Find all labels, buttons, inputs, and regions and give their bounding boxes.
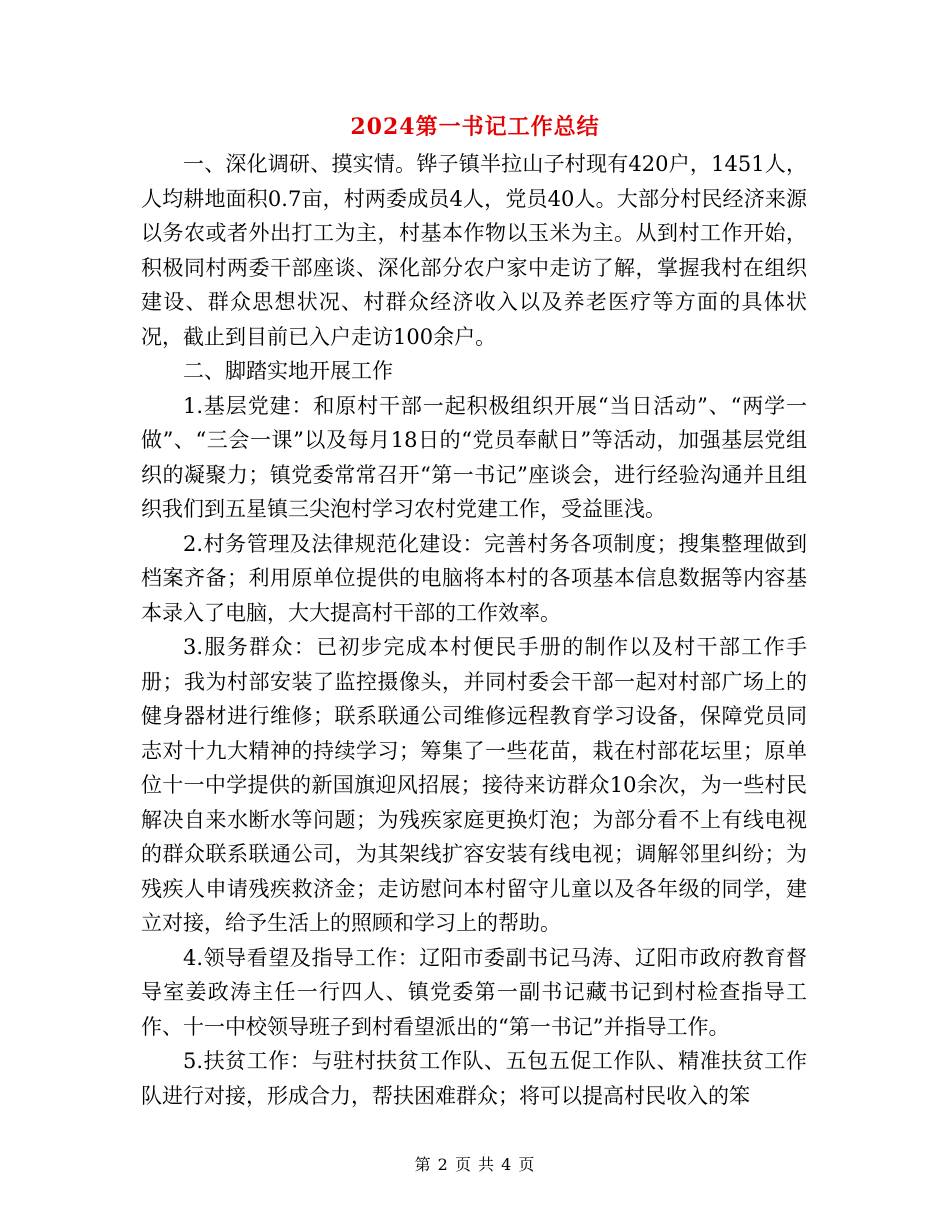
paragraph-village-affairs: 2.村务管理及法律规范化建设：完善村务各项制度；搜集整理做到档案齐备；利用原单位提供的电脑将本村的各项基本信息数据等内容基本录入了电脑，大大提高村干部的工作效率。 xyxy=(141,531,807,625)
paragraph-party-building: 1.基层党建：和原村干部一起积极组织开展“当日活动”、“两学一做”、“三会一课”以及每月18日的“党员奉献日”等活动，加强基层党组织的凝聚力；镇党委常常召开“第一书记”座谈会，进行经验沟通并且组织我们到五星镇三尖泡村学习农村党建工作，受益匪浅。 xyxy=(141,393,807,521)
paragraph-research: 一、深化调研、摸实情。铧子镇半拉山子村现有420户，1451人，人均耕地面积0.7亩，村两委成员4人，党员40人。大部分村民经济来源以务农或者外出打工为主，村基本作物以玉米为主。从到村工作开始，积极同村两委干部座谈、深化部分农户家中走访了解，掌握我村在组织建设、群众思想状况、村群众经济收入以及养老医疗等方面的具体状况，截止到目前已入户走访100余户。 xyxy=(141,152,807,349)
page-footer: 第 2 页 共 4 页 xyxy=(414,1155,536,1174)
document-body xyxy=(141,147,807,1113)
document-title: 2024第一书记工作总结 xyxy=(350,114,600,140)
paragraph-serving-public: 3.服务群众：已初步完成本村便民手册的制作以及村干部工作手册；我为村部安装了监控摄像头，并同村委会干部一起对村部广场上的健身器材进行维修；联系联通公司维修远程教育学习设备，保障党员同志对十九大精神的持续学习；筹集了一些花苗，栽在村部花坛里；原单位十一中学提供的新国旗迎风招展；接待来访群众10余次，为一些村民解决自来水断水等问题；为残疾家庭更换灯泡；为部分看不上有线电视的群众联系联通公司，为其架线扩容安装有线电视；调解邻里纠纷；为残疾人申请残疾救济金；走访慰问本村留守儿童以及各年级的同学，建立对接，给予生活上的照顾和学习上的帮助。 xyxy=(141,635,807,935)
section-heading-work: 二、脚踏实地开展工作 xyxy=(183,359,393,383)
paragraph-poverty-alleviation: 5.扶贫工作：与驻村扶贫工作队、五包五促工作队、精准扶贫工作队进行对接，形成合力，帮扶困难群众；将可以提高村民收入的笨 xyxy=(141,1049,807,1108)
paragraph-leadership-visits: 4.领导看望及指导工作：辽阳市委副书记马涛、辽阳市政府教育督导室姜政涛主任一行四人、镇党委第一副书记藏书记到村检查指导工作、十一中校领导班子到村看望派出的“第一书记”并指导工作。 xyxy=(141,945,807,1039)
